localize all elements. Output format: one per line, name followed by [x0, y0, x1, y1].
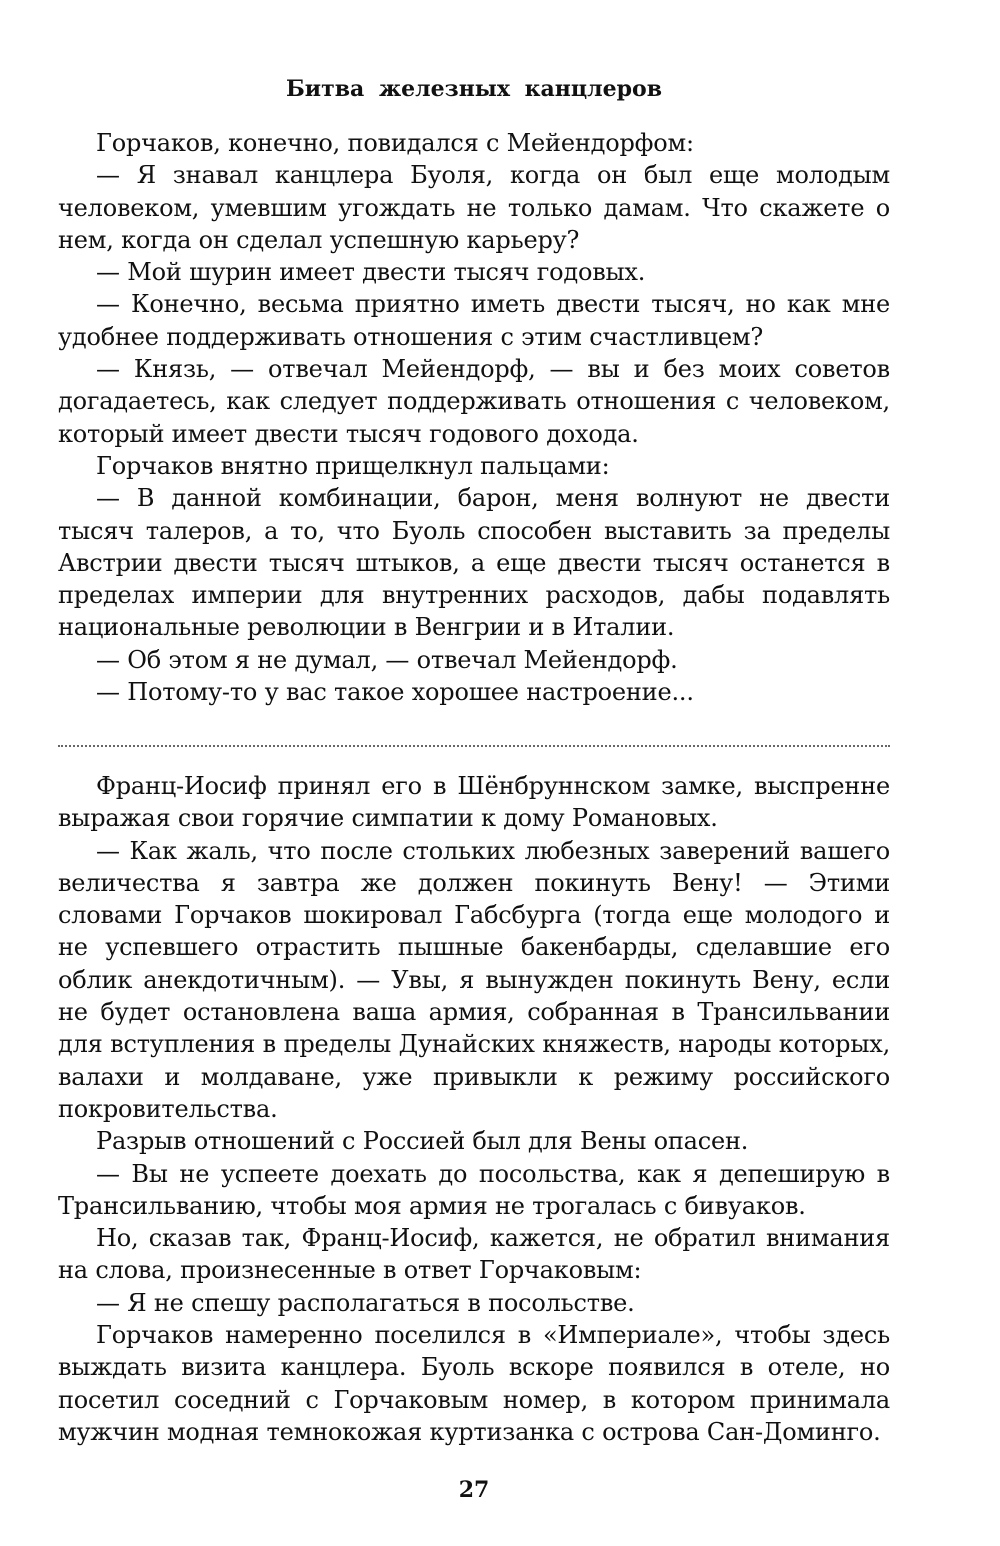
paragraph: — Об этом я не думал, — отвечал Мейендорф. [96, 645, 678, 674]
paragraph: — Вы не успеете доехать до посольства, как я депеширую в Трансильванию, чтобы моя армия не трогалась с бивуаков. [58, 1159, 890, 1220]
paragraph: — В данной комбинации, барон, меня волнуют не двести тысяч талеров, а то, что Буоль способен выставить за пределы Австрии двести тысяч штыков, а еще двести тысяч останется в пределах империи для внутренних расходов, дабы подавлять национальные революции в Венгрии и в Италии. [58, 484, 890, 642]
paragraph: Горчаков внятно прищелкнул пальцами: [96, 451, 610, 480]
paragraph: — Как жаль, что после стольких любезных заверений вашего величества я завтра же должен покинуть Вену! — Этими словами Горчаков шокировал Габсбурга (тогда еще молодого и не успевшего отрастить пышные бакенбарды, сделавшие его облик анекдотичным). — Увы, я вынужден покинуть Вену, если не будет остановлена ваша армия, собранная в Трансильвании для вступления в пределы Дунайских княжеств, народы которых, валахи и молдаване, уже привыкли к режиму российского покровительства. [58, 836, 890, 1123]
paragraph: Но, сказав так, Франц-Иосиф, кажется, не обратил внимания на слова, произнесенные в ответ Горчаковым: [58, 1224, 890, 1285]
paragraph: Горчаков намеренно поселился в «Империале», чтобы здесь выждать визита канцлера. Буоль вскоре появился в отеле, но посетил соседний с Горчаковым номер, в котором принимала мужчин модная темнокожая куртизанка с острова Сан-Доминго. [58, 1321, 890, 1446]
paragraph: Франц-Иосиф принял его в Шёнбруннском замке, выспренне выражая свои горячие симпатии к дому Романовых. [58, 772, 890, 833]
paragraph: — Князь, — отвечал Мейендорф, — вы и без моих советов догадаетесь, как следует поддерживать отношения с человеком, который имеет двести тысяч годового дохода. [58, 355, 890, 448]
dotted-separator [58, 745, 890, 747]
paragraph: — Потому-то у вас такое хорошее настроение... [96, 678, 694, 707]
text-block-1 [58, 127, 890, 708]
running-header: Битва железных канцлеров [286, 76, 662, 102]
paragraph: — Я не спешу располагаться в посольстве. [96, 1288, 635, 1317]
paragraph: — Я знавал канцлера Буоля, когда он был еще молодым человеком, умевшим угождать не только дамам. Что скажете о нем, когда он сделал успешную карьеру? [58, 161, 890, 254]
book-page [58, 0, 890, 1546]
paragraph: Разрыв отношений с Россией был для Вены опасен. [96, 1127, 749, 1156]
paragraph: Горчаков, конечно, повидался с Мейендорфом: [96, 129, 694, 157]
page-number: 27 [458, 1477, 490, 1503]
paragraph: — Мой шурин имеет двести тысяч годовых. [96, 258, 646, 287]
text-block-2 [58, 770, 890, 1448]
paragraph: — Конечно, весьма приятно иметь двести тысяч, но как мне удобнее поддерживать отношения с этим счастливцем? [58, 290, 890, 351]
